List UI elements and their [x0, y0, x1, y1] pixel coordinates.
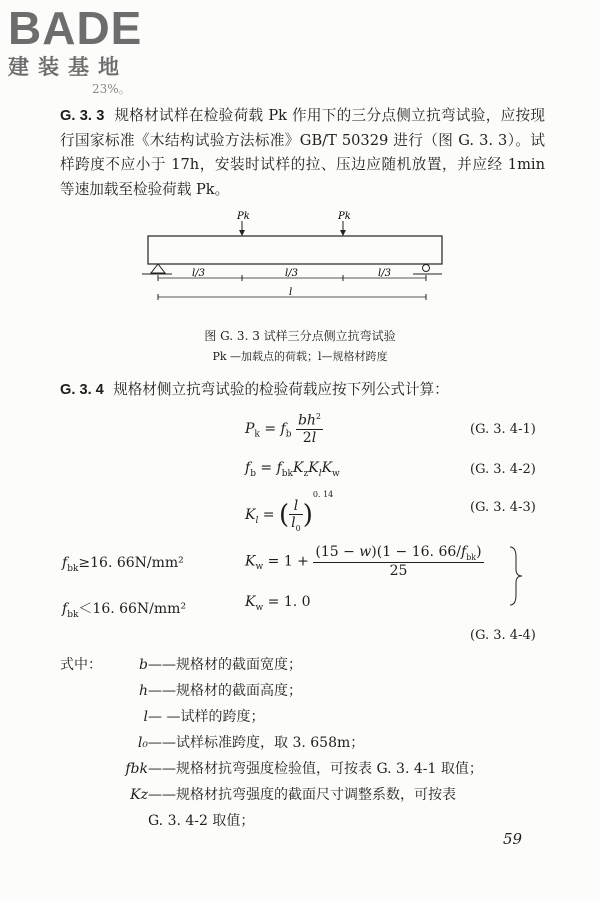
dim-seg2: l/3 — [285, 268, 298, 279]
brace-icon — [508, 545, 524, 607]
symbol-definitions: 式中： b——规格材的截面宽度； h——规格材的截面高度； l— —试样的跨度； l₀——试样标准跨度，取 3. 658m； fbk——规格材抗弯强度检验值，可按表 G. 3. 4-1 取值； Kz——规格材抗弯强度的截面尺寸调整系数，可按表 G. 3. 4-2 取值； — [60, 657, 483, 829]
dim-span: l — [289, 287, 293, 298]
equation-3: $K_l$ = ( $\frac{l}{l_0}$ )$^{0. 14}$ — [245, 490, 334, 533]
kw-value: 1. 0 — [283, 594, 311, 610]
bade-logo — [8, 4, 142, 80]
figure-legend: Pk —加载点的荷载；l—规格材跨度 — [212, 350, 388, 363]
beam — [148, 236, 442, 264]
equation-4-number: (G. 3. 4-4) — [470, 628, 536, 643]
clause-text: 规格材侧立抗弯试验的检验荷载应按下列公式计算： — [113, 381, 449, 398]
clause-number: G. 3. 3 — [60, 108, 105, 124]
equation-2: $f_b = f_{bk}K_zK_lK_w$ — [245, 460, 340, 479]
dim-seg3: l/3 — [378, 268, 391, 279]
load-arrowhead-right — [340, 230, 346, 236]
clause-number: G. 3. 4 — [60, 382, 104, 398]
equation-1: $P_k = f_b$ $\frac{bh^2}{2l}$ — [245, 412, 322, 446]
dim-seg1: l/3 — [192, 268, 205, 279]
equation-1-number: (G. 3. 4-1) — [470, 422, 536, 437]
denominator: 25 — [389, 562, 408, 579]
equation-3-number: (G. 3. 4-3) — [470, 500, 536, 515]
clause-g334 — [60, 378, 545, 403]
clause-text: 规格材试样在检验荷载 Pk 作用下的三分点侧立抗弯试验，应按现行国家标准《木结构试验方法标准》GB/T 50329 进行（图 G. 3. 3）。试样跨度不应小于 17h，安装时试样的拉、压边应随机放置，并应经 1min 等速加载至检验荷载 Pk。 — [60, 107, 545, 198]
figure-caption: 图 G. 3. 3 试样三分点侧立抗弯试验 — [204, 329, 396, 343]
clause-g333 — [60, 104, 545, 202]
beam-figure — [130, 205, 460, 305]
equation-2-number: (G. 3. 4-2) — [470, 462, 536, 477]
load-arrowhead-left — [239, 230, 245, 236]
load-label-right: Pk — [338, 211, 351, 222]
condition-2: $f_{bk}<16$. 66N/mm² — [62, 601, 187, 620]
exponent: 0. 14 — [312, 490, 334, 499]
condition-2-text: ＜16. 66N/mm² — [78, 601, 187, 617]
support-left — [151, 264, 165, 273]
logo-brand: BADE — [8, 2, 143, 54]
condition-1-text: ≥16. 66N/mm² — [78, 555, 184, 571]
load-label-left: Pk — [237, 211, 250, 222]
previous-text-tail: 23%。 — [92, 82, 131, 96]
equation-4b: $K_w = 1$. 0 — [245, 594, 311, 613]
support-right-roller — [423, 265, 430, 272]
page-number: 59 — [503, 830, 523, 848]
condition-1: $f_{bk}\ge 16$. 66N/mm² — [62, 555, 184, 574]
logo-subtitle: 建装基地 — [8, 55, 128, 79]
equation-4a: $K_w = 1$ + $\frac{(15 - w)(1 - 16. 66/f_{bk})}{25}$ — [245, 544, 482, 579]
definitions-intro: 式中： — [60, 657, 102, 673]
